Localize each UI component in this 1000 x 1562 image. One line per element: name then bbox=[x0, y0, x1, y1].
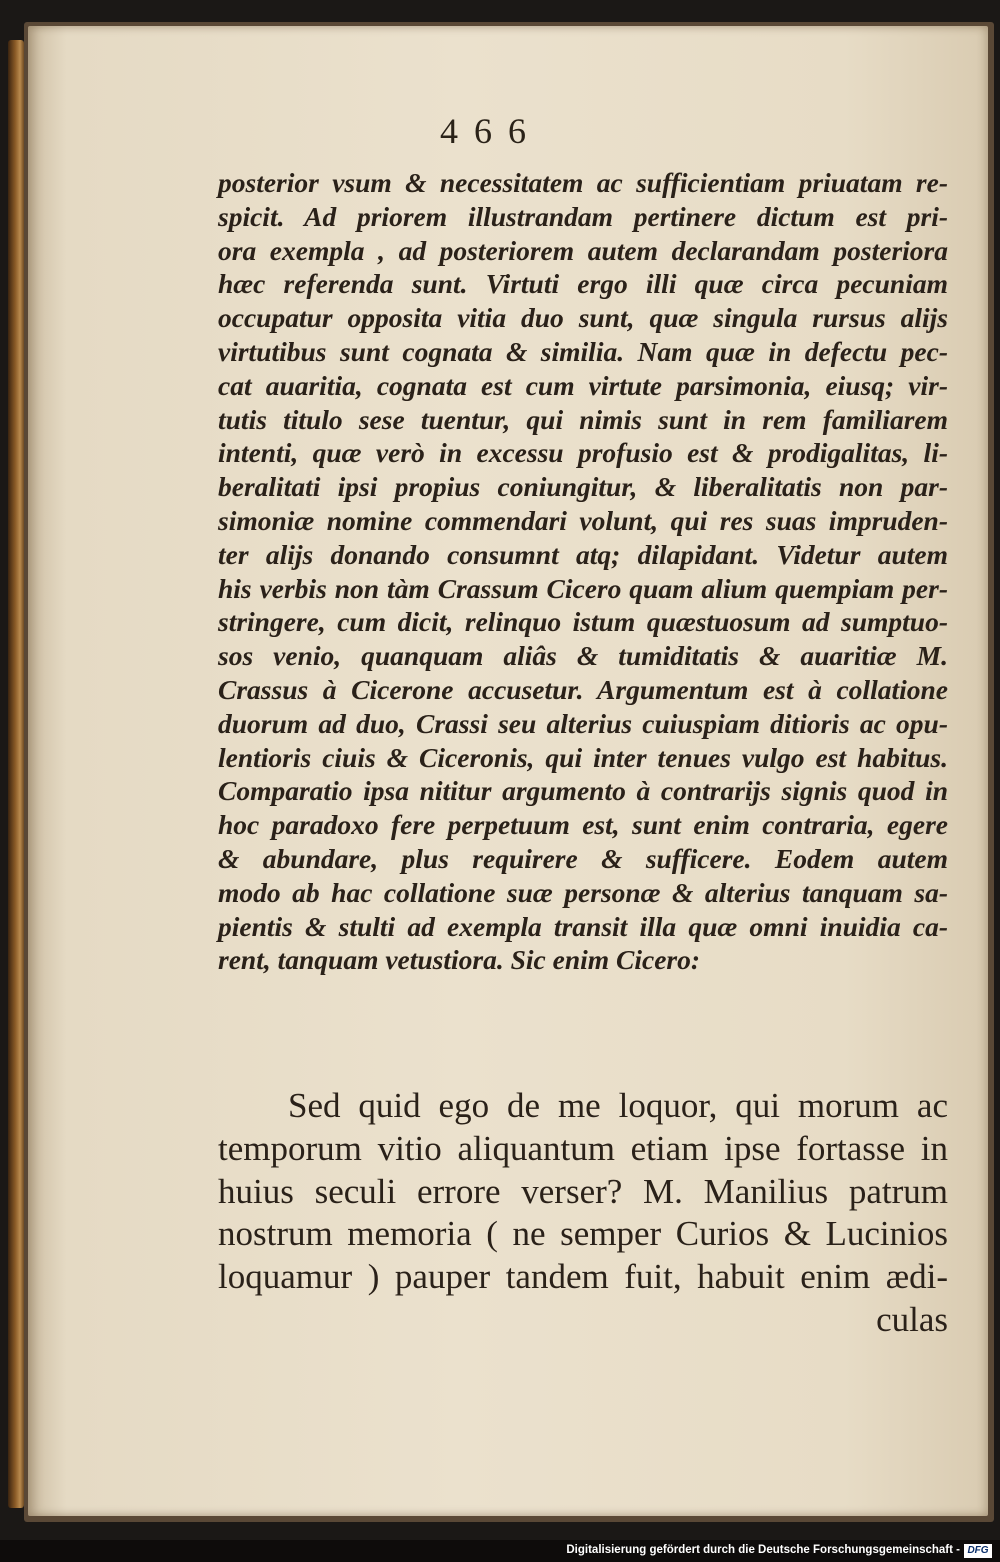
quote-line: loquamur ) pauper tandem fuit, habuit enim ædi- bbox=[218, 1257, 948, 1297]
text-line: Crassus à Cicerone accusetur. Argumentum est à collatione bbox=[218, 673, 948, 705]
funding-credit: Digitalisierung gefördert durch die Deutsche Forschungsgemeinschaft - bbox=[566, 1544, 960, 1556]
text-line: sos venio, quanquam aliâs & tumiditatis & auaritiæ M. bbox=[218, 640, 948, 672]
quotation-text-block bbox=[218, 1085, 948, 1342]
text-line: lentioris ciuis & Ciceronis, qui inter tenues vulgo est habitus. bbox=[218, 741, 948, 773]
text-line: ora exempla , ad posteriorem autem declarandam posteriora bbox=[218, 234, 948, 266]
text-line: Comparatio ipsa nititur argumento à contrarijs signis quod in bbox=[218, 775, 948, 807]
text-line: occupatur opposita vitia duo sunt, quæ singula rursus alijs bbox=[218, 302, 948, 334]
text-line: modo ab hac collatione suæ personæ & alterius tanquam sa- bbox=[218, 876, 948, 908]
text-line: hæc referenda sunt. Virtuti ergo illi quæ circa pecuniam bbox=[218, 268, 948, 300]
text-line: beralitati ipsi propius coniungitur, & liberalitatis non par- bbox=[218, 471, 948, 503]
quote-line: nostrum memoria ( ne semper Curios & Lucinios bbox=[218, 1214, 948, 1254]
text-line: & abundare, plus requirere & sufficere. Eodem autem bbox=[218, 842, 948, 874]
text-line: intenti, quæ verò in excessu profusio est & prodigalitas, li- bbox=[218, 437, 948, 469]
catchword: culas bbox=[876, 1299, 948, 1339]
quote-line: Sed quid ego de me loquor, qui morum ac bbox=[288, 1086, 948, 1125]
text-line: duorum ad duo, Crassi seu alterius cuiuspiam ditioris ac opu- bbox=[218, 707, 948, 739]
text-line: posterior vsum & necessitatem ac sufficientiam priuatam re- bbox=[218, 167, 948, 198]
text-line: cat auaritia, cognata est cum virtute parsimonia, eiusq; vir- bbox=[218, 369, 948, 401]
text-line: spicit. Ad priorem illustrandam pertinere dictum est pri- bbox=[218, 200, 948, 232]
text-line: stringere, cum dicit, relinquo istum quæstuosum ad sumptuo- bbox=[218, 606, 948, 638]
text-line: rent, tanquam vetustiora. Sic enim Cicero: bbox=[218, 944, 701, 976]
text-line: simoniæ nomine commendari volunt, qui res suas impruden- bbox=[218, 504, 948, 536]
text-line: hoc paradoxo fere perpetuum est, sunt enim contraria, egere bbox=[218, 809, 948, 841]
page-number: 466 bbox=[440, 111, 542, 151]
text-line: ter alijs donando consumnt atq; dilapidant. Videtur autem bbox=[218, 538, 948, 570]
commentary-text-block bbox=[218, 166, 948, 977]
quote-line: temporum vitio aliquantum etiam ipse fortasse in bbox=[218, 1128, 948, 1168]
quote-line: huius seculi errore verser? M. Manilius patrum bbox=[218, 1171, 948, 1211]
digitization-footer bbox=[0, 1540, 1000, 1562]
dfg-logo: DFG bbox=[964, 1544, 992, 1558]
book-spine-edge bbox=[8, 40, 24, 1508]
text-line: pientis & stulti ad exempla transit illa quæ omni inuidia ca- bbox=[218, 910, 948, 942]
text-line: his verbis non tàm Crassum Cicero quam alium quempiam per- bbox=[218, 572, 948, 604]
text-line: virtutibus sunt cognata & similia. Nam quæ in defectu pec- bbox=[218, 335, 948, 367]
text-line: tutis titulo sese tuentur, qui nimis sunt in rem familiarem bbox=[218, 403, 948, 435]
